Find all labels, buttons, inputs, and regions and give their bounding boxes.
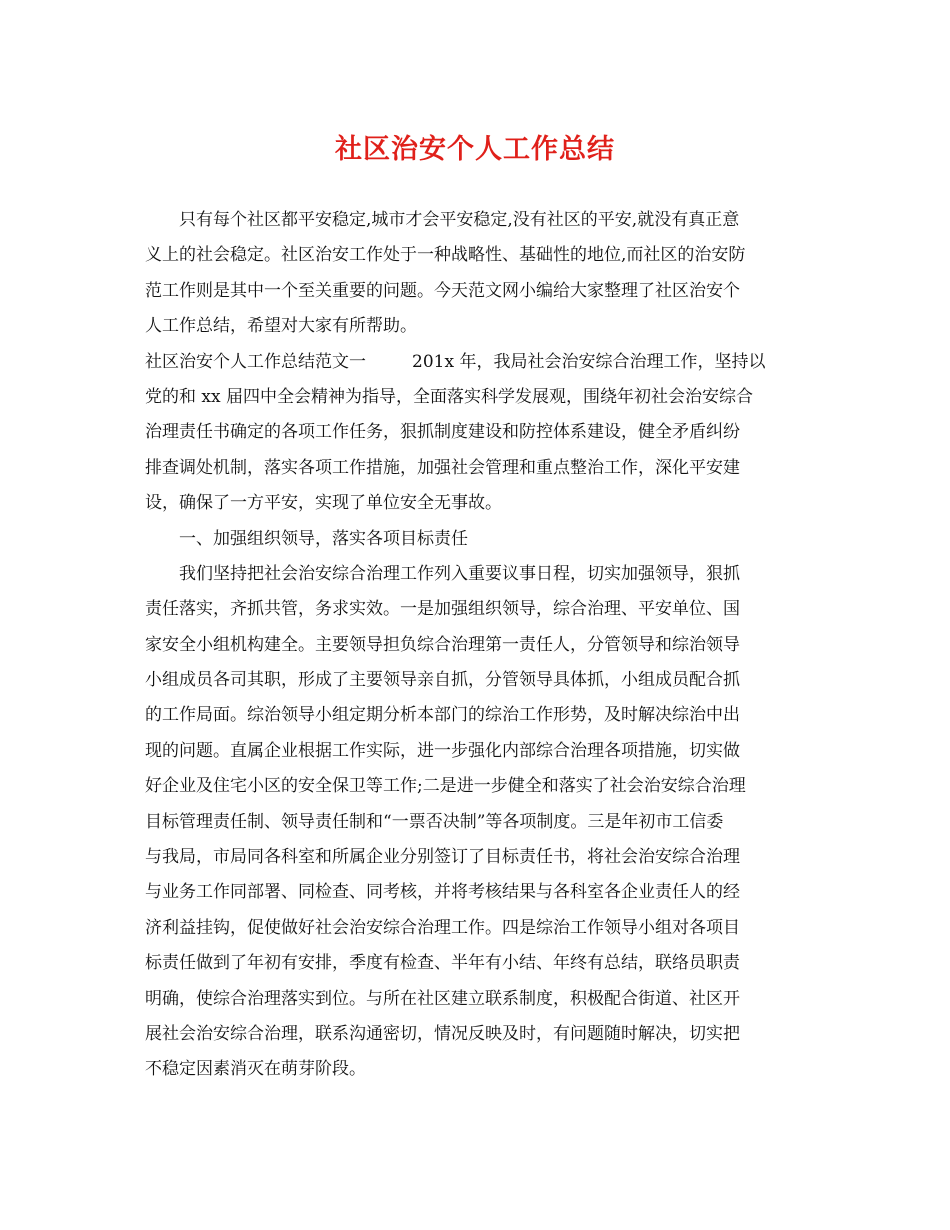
section-line: 济利益挂钩，促使做好社会治安综合治理工作。四是综治工作领导小组对各项目 <box>145 917 740 938</box>
section-line: 家安全小组机构建全。主要领导担负综合治理第一责任人，分管领导和综治领导 <box>145 634 740 655</box>
section-heading: 一、加强组织领导，落实各项目标责任 <box>179 528 468 549</box>
section-line: 好企业及住宅小区的安全保卫等工作;二是进一步健全和落实了社会治安综合治理 <box>145 776 746 797</box>
intro-line: 人工作总结，希望对大家有所帮助。 <box>145 316 417 337</box>
intro-line: 范工作则是其中一个至关重要的问题。今天范文网小编给大家整理了社区治安个 <box>145 280 740 301</box>
sample-line: 201x 年，我局社会治安综合治理工作，坚持以 <box>412 351 766 372</box>
sample-line: 排查调处机制，落实各项工作措施，加强社会管理和重点整治工作，深化平安建 <box>145 457 740 478</box>
sample-heading: 社区治安个人工作总结范文一 <box>145 351 366 372</box>
section-line: 责任落实，齐抓共管，务求实效。一是加强组织领导，综合治理、平安单位、国 <box>145 599 740 620</box>
section-line: 的工作局面。综治领导小组定期分析本部门的综治工作形势，及时解决综治中出 <box>145 705 740 726</box>
sample-line: 治理责任书确定的各项工作任务，狠抓制度建设和防控体系建设，健全矛盾纠纷 <box>145 422 740 443</box>
section-line: 标责任做到了年初有安排，季度有检查、半年有小结、年终有总结，联络员职责 <box>145 953 740 974</box>
intro-line: 义上的社会稳定。社区治安工作处于一种战略性、基础性的地位,而社区的治安防 <box>145 245 746 266</box>
section-line: 与业务工作同部署、同检查、同考核，并将考核结果与各科室各企业责任人的经 <box>145 882 740 903</box>
sample-first-line <box>145 345 805 380</box>
section-line: 我们坚持把社会治安综合治理工作列入重要议事日程，切实加强领导，狠抓 <box>179 563 740 584</box>
sample-line: 设，确保了一方平安，实现了单位安全无事故。 <box>145 493 502 514</box>
intro-line: 只有每个社区都平安稳定,城市才会平安稳定,没有社区的平安,就没有真正意 <box>179 210 740 230</box>
section-line: 明确，使综合治理落实到位。与所在社区建立联系制度，积极配合街道、社区开 <box>145 988 740 1009</box>
section-line: 不稳定因素消灭在萌芽阶段。 <box>145 1059 366 1080</box>
sample-line: 党的和 xx 届四中全会精神为指导，全面落实科学发展观，围绕年初社会治安综合 <box>145 386 753 407</box>
section-line: 现的问题。直属企业根据工作实际，进一步强化内部综合治理各项措施，切实做 <box>145 740 740 761</box>
section-line: 小组成员各司其职，形成了主要领导亲自抓，分管领导具体抓，小组成员配合抓 <box>145 670 740 691</box>
section-line: 与我局，市局同各科室和所属企业分别签订了目标责任书，将社会治安综合治理 <box>145 847 740 868</box>
document-title: 社区治安个人工作总结 <box>335 134 615 165</box>
section-line: 目标管理责任制、领导责任制和“一票否决制”等各项制度。三是年初市工信委 <box>145 811 724 832</box>
section-line: 展社会治安综合治理，联系沟通密切，情况反映及时，有问题随时解决，切实把 <box>145 1023 740 1044</box>
document-body <box>145 203 805 1088</box>
